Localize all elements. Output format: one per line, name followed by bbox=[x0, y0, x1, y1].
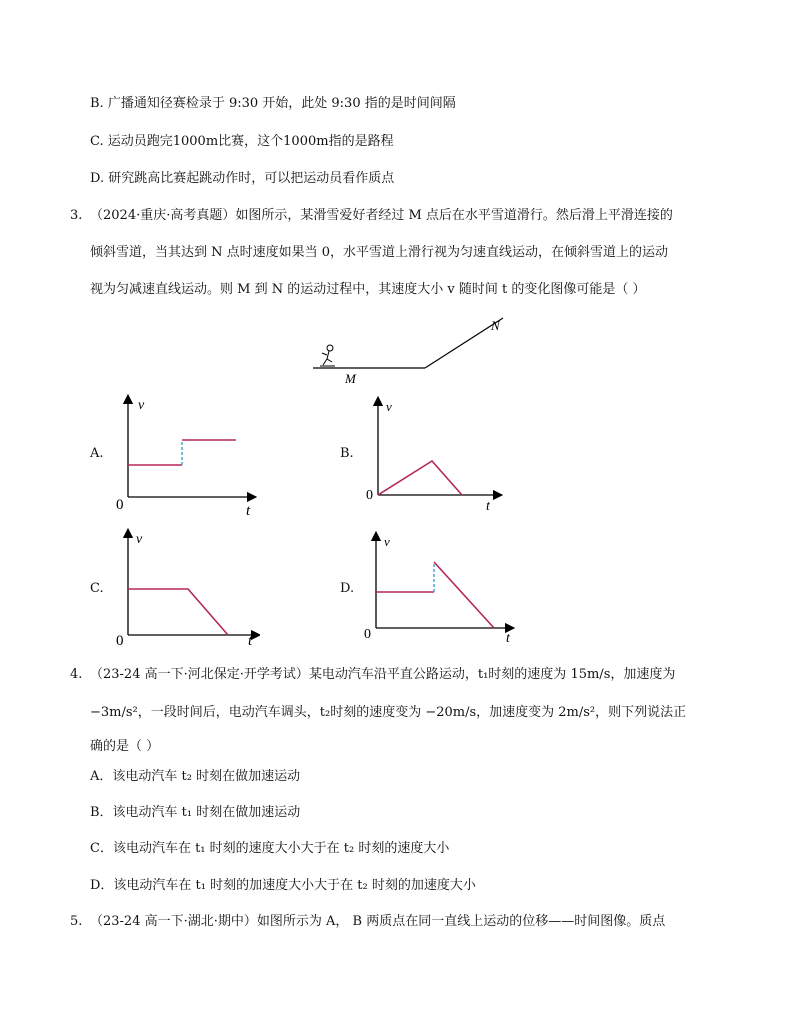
option-d-label[interactable]: D. bbox=[340, 581, 355, 596]
svg-text:t: t bbox=[506, 631, 510, 646]
option-c-label[interactable]: C. bbox=[90, 581, 104, 596]
slope-diagram bbox=[305, 310, 515, 390]
svg-text:v: v bbox=[386, 399, 392, 414]
q4-line1: （23-24 高一下·河北保定·开学考试）某电动汽车沿平直公路运动，t₁时刻的速度为 15m/s，加速度为 bbox=[90, 667, 676, 682]
svg-text:0: 0 bbox=[116, 633, 124, 649]
axis-v: v bbox=[138, 398, 145, 413]
label-m: M bbox=[345, 371, 356, 386]
q4-option-d[interactable]: D．该电动汽车在 t₁ 时刻的加速度大小大于在 t₂ 时刻的加速度大小 bbox=[90, 878, 476, 893]
q5-line1: （23-24 高一下·湖北·期中）如图所示为 A， B 两质点在同一直线上运动的位移——时间图像。质点 bbox=[90, 914, 666, 929]
label-n: N bbox=[491, 318, 500, 333]
q4-line3: 确的是（ ） bbox=[90, 739, 160, 754]
axis-t: t bbox=[246, 503, 251, 518]
q4-option-b[interactable]: B．该电动汽车 t₁ 时刻在做加速运动 bbox=[90, 805, 301, 820]
q4-line2: −3m/s²，一段时间后，电动汽车调头，t₂时刻的速度变为 −20m/s，加速度变为 2m/s²，则下列说法正 bbox=[90, 705, 687, 720]
graph-d bbox=[360, 530, 520, 648]
svg-text:v: v bbox=[384, 534, 390, 549]
q3-line3: 视为匀减速直线运动。则 M 到 N 的运动过程中，其速度大小 v 随时间 t 的变化图像可能是（ ） bbox=[90, 282, 646, 297]
q4-option-c[interactable]: C．该电动汽车在 t₁ 时刻的速度大小大于在 t₂ 时刻的速度大小 bbox=[90, 841, 450, 856]
q3-line1: （2024·重庆·高考真题）如图所示，某滑雪爱好者经过 M 点后在水平雪道滑行。然后滑上平滑连接的 bbox=[90, 208, 673, 223]
graph-a bbox=[110, 393, 260, 518]
graph-c bbox=[110, 527, 260, 649]
option-b-label[interactable]: B. bbox=[340, 446, 354, 461]
q3-line2: 倾斜雪道，当其达到 N 点时速度如果当 0，水平雪道上滑行视为匀速直线运动，在倾斜雪道上的运动 bbox=[90, 245, 669, 260]
q4-number: 4. bbox=[70, 667, 83, 682]
origin: 0 bbox=[116, 497, 124, 513]
graph-b bbox=[360, 395, 510, 515]
option-a-label[interactable]: A. bbox=[90, 446, 104, 461]
q2-option-d: D. 研究跳高比赛起跳动作时，可以把运动员看作质点 bbox=[90, 171, 395, 186]
svg-text:0: 0 bbox=[364, 627, 371, 642]
q2-option-b: B. 广播通知径赛检录于 9:30 开始，此处 9:30 指的是时间间隔 bbox=[90, 96, 456, 111]
q5-number: 5. bbox=[70, 914, 83, 929]
svg-text:v: v bbox=[136, 532, 143, 547]
svg-text:t: t bbox=[486, 499, 490, 514]
q2-option-c: C. 运动员跑完1000m比赛，这个1000m指的是路程 bbox=[90, 134, 394, 149]
svg-text:0: 0 bbox=[366, 488, 373, 503]
skier-icon bbox=[320, 345, 335, 366]
svg-text:t: t bbox=[248, 633, 253, 649]
q4-option-a[interactable]: A．该电动汽车 t₂ 时刻在做加速运动 bbox=[90, 769, 301, 784]
q3-number: 3. bbox=[70, 208, 83, 223]
